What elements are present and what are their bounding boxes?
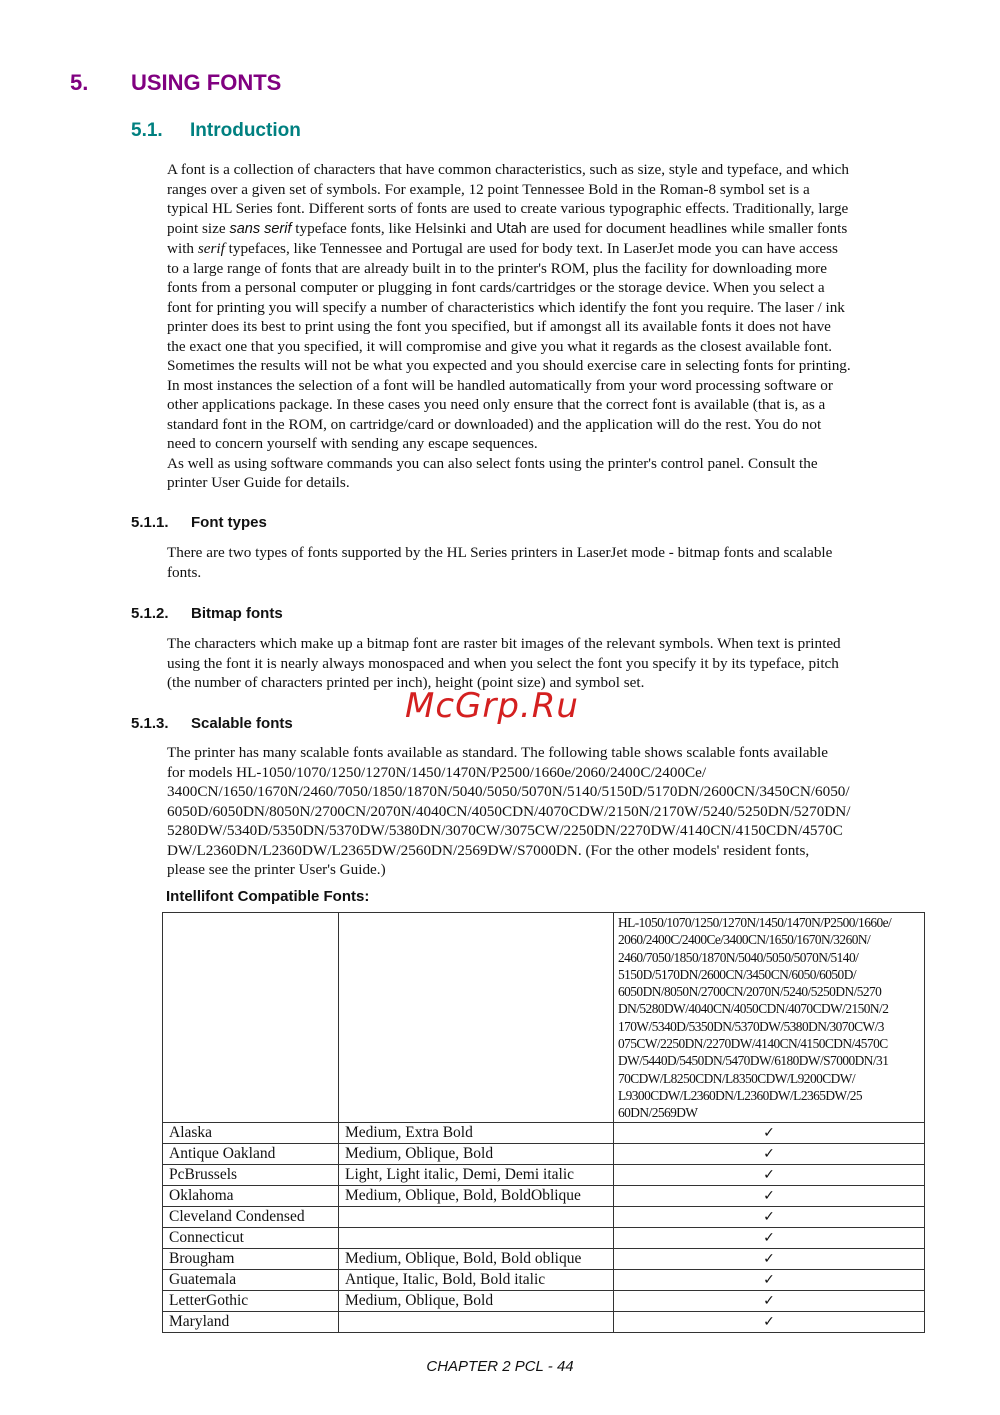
paragraph-line — [167, 395, 942, 415]
table-row — [163, 1248, 925, 1269]
models-line: DN/5280DW/4040CN/4050CDN/4070CDW/2150N/2 — [618, 1001, 889, 1017]
text-run: the exact one that you specified, it will compromise and give you what it regards as the closest available font. — [167, 337, 833, 355]
font-styles-cell: Antique, Italic, Bold, Bold italic — [339, 1269, 614, 1290]
header-cell-font — [163, 913, 339, 1123]
font-name-cell: PcBrussels — [163, 1164, 339, 1185]
subsection-title: Font types — [191, 514, 267, 531]
utah-sample: Utah — [496, 220, 527, 237]
text-run: printer User Guide for details. — [167, 474, 350, 491]
paragraph-line: 5280DW/5340D/5350DN/5370DW/5380DN/3070CW/3075CW/2250DN/2270DW/4140CN/4150CDN/4570C — [167, 822, 843, 839]
text-run: typeface fonts, like Helsinki and — [291, 219, 497, 237]
checkmark-icon: ✓ — [763, 1187, 775, 1204]
support-cell — [614, 1164, 925, 1185]
font-styles-cell — [339, 1206, 614, 1227]
scalable-fonts-paragraph — [167, 743, 942, 880]
font-types-paragraph — [167, 543, 942, 582]
table-row — [163, 1269, 925, 1290]
chapter-title: USING FONTS — [131, 70, 282, 95]
table-row — [163, 1290, 925, 1311]
table-row — [163, 1206, 925, 1227]
text-run: to a large range of fonts that are already built in to the printer's ROM, plus the facility for downloading more — [167, 259, 827, 277]
text-run: font for printing you will specify a number of characteristics which identify the font you require. The laser / ink — [167, 298, 845, 316]
text-run: As well as using software commands you can also select fonts using the printer's control panel. Consult the — [167, 454, 818, 472]
paragraph-line — [167, 278, 942, 298]
text-run: ranges over a given set of symbols. For example, 12 point Tennessee Bold in the Roman-8 symbol set is a — [167, 180, 810, 198]
intro-paragraph — [167, 160, 942, 493]
subsection-number: 5.1.3. — [131, 715, 169, 732]
paragraph-line — [167, 415, 942, 435]
chapter-number: 5. — [70, 70, 89, 95]
subsection-number: 5.1.2. — [131, 605, 169, 622]
page-footer: CHAPTER 2 PCL - 44 — [426, 1358, 574, 1375]
support-cell — [614, 1143, 925, 1164]
models-line: 2060/2400C/2400Ce/3400CN/1650/1670N/3260N/ — [618, 932, 871, 948]
models-line: 5150D/5170DN/2600CN/3450CN/6050/6050D/ — [618, 966, 856, 982]
watermark: McGrp.Ru — [405, 686, 579, 726]
checkmark-icon: ✓ — [763, 1145, 775, 1162]
checkmark-icon: ✓ — [763, 1250, 775, 1267]
table-row — [163, 1122, 925, 1143]
text-run: printer does its best to print using the font you specified, but if amongst all its available fonts it does not have — [167, 318, 831, 335]
subsection-number: 5.1.1. — [131, 514, 169, 531]
checkmark-icon: ✓ — [763, 1271, 775, 1288]
paragraph-line: There are two types of fonts supported by the HL Series printers in LaserJet mode - bitmap fonts and scalable — [167, 544, 833, 561]
paragraph-line: please see the printer User's Guide.) — [167, 861, 386, 878]
models-line: 075CW/2250DN/2270DW/4140CN/4150CDN/4570C — [618, 1036, 888, 1052]
checkmark-icon: ✓ — [763, 1229, 775, 1246]
font-name-cell: Maryland — [163, 1311, 339, 1332]
subsection-title: Scalable fonts — [191, 715, 293, 732]
models-line: 60DN/2569DW — [618, 1105, 698, 1121]
paragraph-line: The characters which make up a bitmap font are raster bit images of the relevant symbols. When text is printed — [167, 635, 841, 652]
table-row — [163, 1185, 925, 1206]
font-styles-cell: Medium, Oblique, Bold, Bold oblique — [339, 1248, 614, 1269]
text-run: typefaces, like Tennessee and Portugal are used for body text. In LaserJet mode you can have access — [224, 240, 838, 257]
subsection-title: Bitmap fonts — [191, 605, 283, 622]
support-cell — [614, 1122, 925, 1143]
text-run: point size — [167, 219, 230, 237]
header-cell-models — [614, 913, 925, 1123]
table-row — [163, 1311, 925, 1332]
font-name-cell: Brougham — [163, 1248, 339, 1269]
table-row — [163, 1227, 925, 1248]
checkmark-icon: ✓ — [763, 1313, 775, 1330]
support-cell — [614, 1269, 925, 1290]
paragraph-line — [167, 298, 942, 318]
paragraph-line — [167, 219, 942, 240]
text-run: need to concern yourself with sending any escape sequences. — [167, 435, 538, 452]
paragraph-line: using the font it is nearly always monospaced and when you select the font you specify it by its typeface, pitch — [167, 654, 839, 672]
paragraph-line: 3400CN/1650/1670N/2460/7050/1850/1870N/5040/5050/5070N/5140/5150D/5170DN/2600CN/3450CN/6050/ — [167, 783, 850, 800]
table-title: Intellifont Compatible Fonts: — [166, 888, 370, 905]
font-name-cell: Cleveland Condensed — [163, 1206, 339, 1227]
paragraph-line: The printer has many scalable fonts available as standard. The following table shows scalable fonts available — [167, 744, 829, 761]
text-run: with — [167, 240, 198, 257]
paragraph-line — [167, 454, 942, 474]
text-run: fonts from a personal computer or plugging in font cards/cartridges or the storage device. When you select a — [167, 279, 825, 296]
table-row — [163, 1143, 925, 1164]
text-run: Sometimes the results will not be what you expected and you should exercise care in selecting fonts for printing. — [167, 357, 851, 374]
font-styles-cell — [339, 1311, 614, 1332]
paragraph-line: fonts. — [167, 563, 202, 581]
paragraph-line: for models HL-1050/1070/1250/1270N/1450/1470N/P2500/1660e/2060/2400C/2400Ce/ — [167, 763, 707, 781]
models-line: DW/5440D/5450DN/5470DW/6180DW/S7000DN/31 — [618, 1053, 889, 1069]
models-line: L9300CDW/L2360DN/L2360DW/L2365DW/25 — [618, 1087, 863, 1103]
models-line: 2460/7050/1850/1870N/5040/5050/5070N/5140/ — [618, 949, 859, 965]
font-name-cell: Guatemala — [163, 1269, 339, 1290]
font-name-cell: Alaska — [163, 1122, 339, 1143]
checkmark-icon: ✓ — [763, 1166, 775, 1183]
section-number: 5.1. — [131, 120, 163, 141]
text-run: are used for document headlines while smaller fonts — [526, 219, 848, 237]
paragraph-line: (the number of characters printed per inch), height (point size) and symbol set. — [167, 674, 645, 691]
support-cell — [614, 1185, 925, 1206]
intellifont-fonts-table — [162, 912, 925, 1333]
font-name-cell: Oklahoma — [163, 1185, 339, 1206]
text-run: In most instances the selection of a font will be handled automatically from your word processing software or — [167, 376, 833, 394]
font-styles-cell: Medium, Oblique, Bold — [339, 1290, 614, 1311]
font-name-cell: Connecticut — [163, 1227, 339, 1248]
support-cell — [614, 1248, 925, 1269]
font-name-cell: LetterGothic — [163, 1290, 339, 1311]
font-name-cell: Antique Oakland — [163, 1143, 339, 1164]
checkmark-icon: ✓ — [763, 1292, 775, 1309]
paragraph-line — [167, 337, 942, 357]
bitmap-fonts-paragraph — [167, 634, 942, 693]
models-line: HL-1050/1070/1250/1270N/1450/1470N/P2500/1660e/ — [618, 915, 892, 930]
models-line: 70CDW/L8250CDN/L8350CDW/L9200CDW/ — [618, 1070, 855, 1086]
support-cell — [614, 1227, 925, 1248]
text-run: typical HL Series font. Different sorts of fonts are used to create various typographic effects. Traditionally, large — [167, 200, 849, 217]
font-styles-cell: Medium, Oblique, Bold — [339, 1143, 614, 1164]
paragraph-line — [167, 376, 942, 396]
checkmark-icon: ✓ — [763, 1208, 775, 1225]
header-cell-styles — [339, 913, 614, 1123]
models-line: 6050DN/8050N/2700CN/2070N/5240/5250DN/5270 — [618, 984, 882, 1000]
support-cell — [614, 1311, 925, 1332]
serif-sample: serif — [197, 240, 225, 257]
text-run: other applications package. In these cases you need only ensure that the correct font is available (that is, as a — [167, 396, 826, 413]
paragraph-line — [167, 434, 942, 454]
paragraph-line — [167, 356, 942, 376]
font-styles-cell: Medium, Extra Bold — [339, 1122, 614, 1143]
paragraph-line: DW/L2360DN/L2360DW/L2365DW/2560DN/2569DW/S7000DN. (For the other models' resident fonts, — [167, 841, 810, 859]
font-styles-cell — [339, 1227, 614, 1248]
font-styles-cell: Light, Light italic, Demi, Demi italic — [339, 1164, 614, 1185]
font-styles-cell: Medium, Oblique, Bold, BoldOblique — [339, 1185, 614, 1206]
models-line: 170W/5340D/5350DN/5370DW/5380DN/3070CW/3 — [618, 1018, 884, 1034]
paragraph-line — [167, 160, 942, 180]
text-run: A font is a collection of characters that have common characteristics, such as size, style and typeface, and which — [167, 161, 849, 178]
sans-serif-sample: sans serif — [229, 220, 292, 237]
paragraph-line — [167, 317, 942, 337]
paragraph-line — [167, 473, 942, 493]
table-header-row — [163, 913, 925, 1123]
support-cell — [614, 1290, 925, 1311]
paragraph-line — [167, 180, 942, 200]
checkmark-icon: ✓ — [763, 1124, 775, 1141]
paragraph-line: 6050D/6050DN/8050N/2700CN/2070N/4040CN/4050CDN/4070CDW/2150N/2170W/5240/5250DN/5270DN/ — [167, 802, 851, 820]
paragraph-line — [167, 199, 942, 219]
support-cell — [614, 1206, 925, 1227]
section-title: Introduction — [190, 120, 301, 141]
table-row — [163, 1164, 925, 1185]
text-run: standard font in the ROM, on cartridge/card or downloaded) and the application will do the rest. You do not — [167, 415, 822, 433]
paragraph-line — [167, 259, 942, 279]
paragraph-line — [167, 239, 942, 259]
